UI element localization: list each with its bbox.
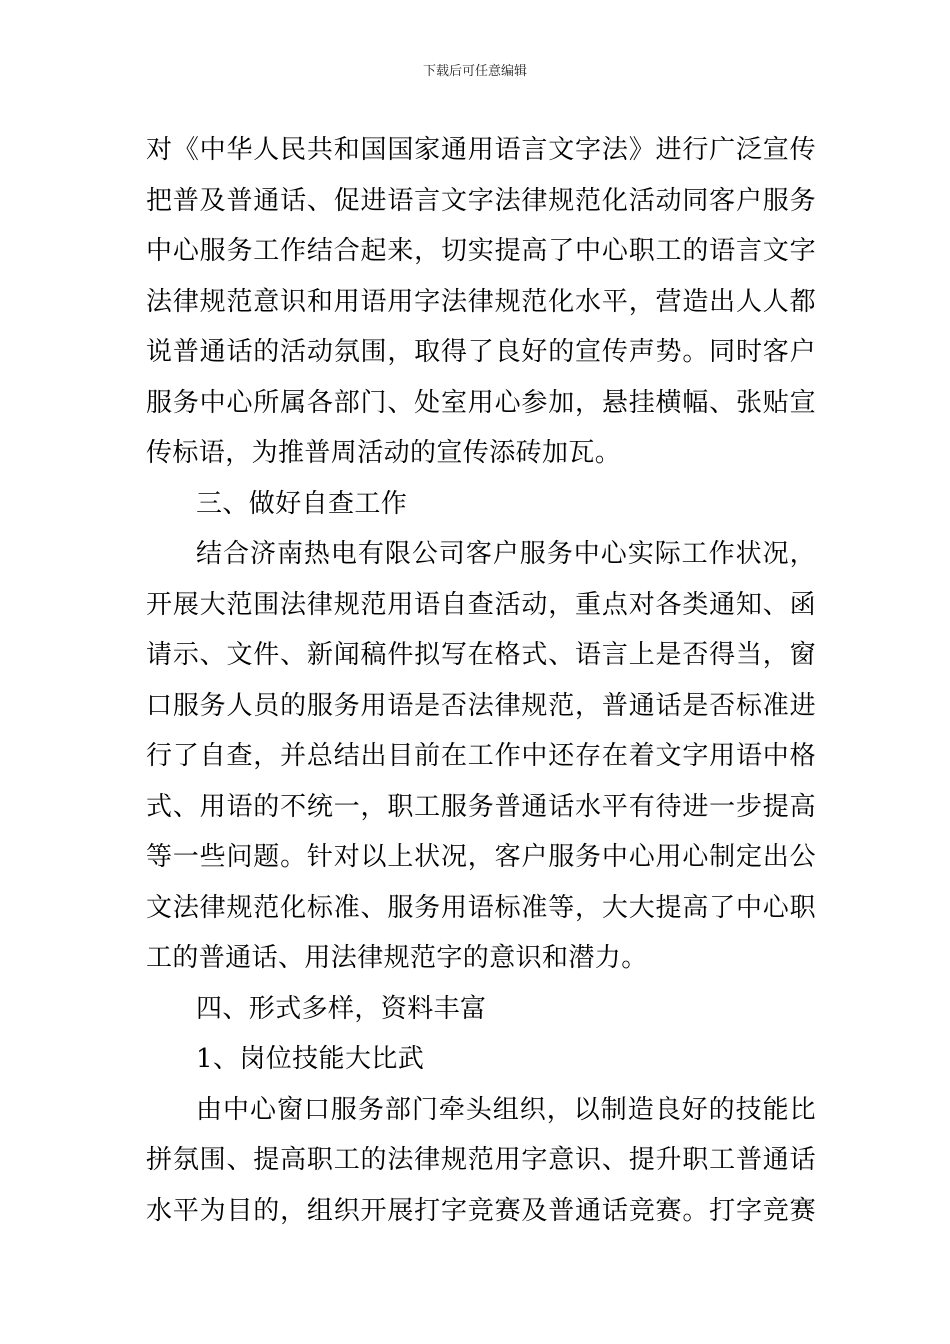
body-line: 文法律规范化标准、服务用语标准等，大大提高了中心职 (146, 893, 816, 923)
body-line: 行了自查，并总结出目前在工作中还存在着文字用语中格 (146, 741, 816, 771)
body-line: 式、用语的不统一，职工服务普通话水平有待进一步提高 (146, 792, 816, 822)
body-line: 结合济南热电有限公司客户服务中心实际工作状况， (196, 539, 816, 569)
body-line: 等一些问题。针对以上状况，客户服务中心用心制定出公 (146, 842, 816, 872)
body-line: 法律规范意识和用语用字法律规范化水平，营造出人人都 (146, 287, 816, 317)
body-line: 中心服务工作结合起来，切实提高了中心职工的语言文字 (146, 236, 816, 266)
body-line: 把普及普通话、促进语言文字法律规范化活动同客户服务 (146, 186, 816, 216)
body-line: 请示、文件、新闻稿件拟写在格式、语言上是否得当，窗 (146, 640, 816, 670)
body-line: 开展大范围法律规范用语自查活动，重点对各类通知、函 (146, 590, 816, 620)
body-line: 对《中华人民共和国国家通用语言文字法》进行广泛宣传 (146, 135, 816, 165)
body-line: 服务中心所属各部门、处室用心参加，悬挂横幅、张贴宣 (146, 388, 816, 418)
body-line: 工的普通话、用法律规范字的意识和潜力。 (146, 943, 648, 973)
body-line: 传标语，为推普周活动的宣传添砖加瓦。 (146, 438, 622, 468)
body-line: 拼氛围、提高职工的法律规范用字意识、提升职工普通话 (146, 1145, 816, 1175)
body-line: 说普通话的活动氛围，取得了良好的宣传声势。同时客户 (146, 337, 816, 367)
page-header: 下载后可任意编辑 (422, 64, 527, 79)
subsection-heading: 1、岗位技能大比武 (196, 1044, 425, 1074)
body-line: 由中心窗口服务部门牵头组织，以制造良好的技能比 (196, 1095, 816, 1125)
body-line: 水平为目的，组织开展打字竞赛及普通话竞赛。打字竞赛 (146, 1196, 816, 1226)
section-heading: 三、做好自查工作 (196, 489, 408, 519)
body-line: 口服务人员的服务用语是否法律规范，普通话是否标准进 (146, 691, 816, 721)
section-heading: 四、形式多样，资料丰富 (196, 994, 487, 1024)
